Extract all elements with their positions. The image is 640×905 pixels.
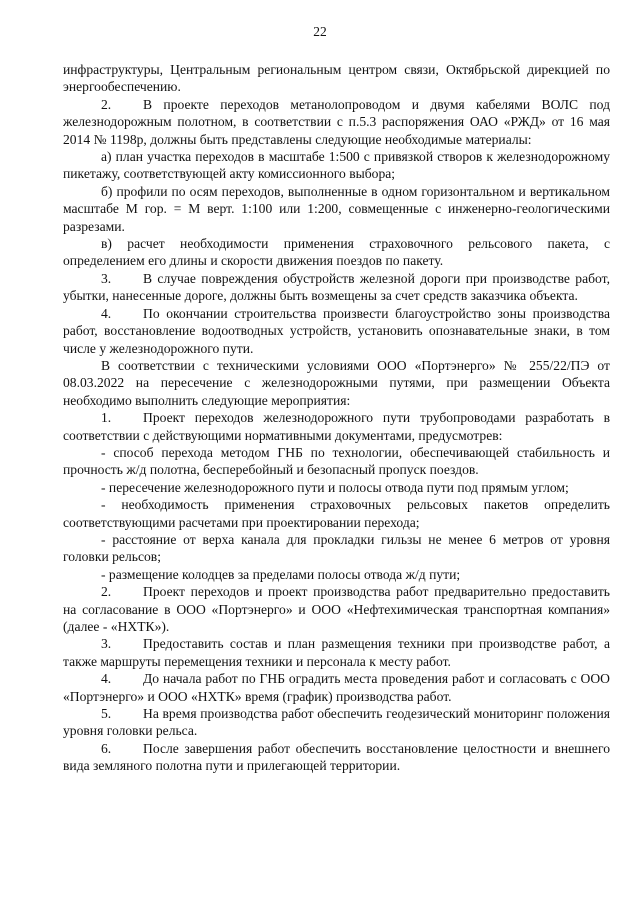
numbered-paragraph — [63, 635, 610, 670]
paragraph-text: Проект переходов и проект производства работ предварительно предоставить на согласование в ООО «Портэнерго» и ООО «Нефтехимическая транспортная компания» (далее - «НХТК»). — [63, 584, 610, 634]
paragraph-text: - расстояние от верха канала для прокладки гильзы не менее 6 метров от уровня головки рельсов; — [63, 531, 610, 565]
paragraph-text: На время производства работ обеспечить геодезический мониторинг положения уровня головки рельса. — [63, 706, 610, 739]
paragraph — [63, 357, 610, 409]
item-number: 2. — [101, 584, 112, 600]
item-number: 3. — [101, 636, 112, 652]
item-number: 5. — [101, 706, 112, 722]
paragraph-text: а) план участка переходов в масштабе 1:500 с привязкой створов к железнодорожному пикетажу, соответствующей акту комиссионного выбора; — [63, 149, 610, 182]
document-body — [63, 61, 610, 775]
item-number: 3. — [101, 270, 112, 286]
paragraph-text: - пересечение железнодорожного пути и полосы отвода пути под прямым углом; — [101, 479, 569, 495]
paragraph-text: До начала работ по ГНБ оградить места проведения работ и согласовать с ООО «Портэнерго» и ООО «НХТК» время (график) производства работ. — [63, 671, 610, 704]
numbered-paragraph — [63, 740, 610, 775]
item-number: 4. — [101, 305, 112, 321]
numbered-paragraph — [63, 583, 610, 635]
paragraph-text: в) расчет необходимости применения страховочного рельсового пакета, с определением его длины и скорости движения поездов по пакету. — [63, 236, 610, 269]
paragraph-text: Проект переходов железнодорожного пути трубопроводами разработать в соответствии с действующими нормативными документами, предусмотрев: — [63, 410, 610, 443]
paragraph — [63, 531, 610, 566]
paragraph — [63, 148, 610, 183]
paragraph — [63, 61, 610, 96]
paragraph-text: - необходимость применения страховочных рельсовых пакетов определить соответствующими расчетами при проектировании перехода; — [63, 497, 610, 530]
page-number: 22 — [313, 24, 327, 39]
paragraph — [63, 496, 610, 531]
paragraph-text: инфраструктуры, Центральным региональным центром связи, Октябрьской дирекцией по энергообеспечению. — [63, 62, 610, 95]
paragraph — [63, 566, 610, 583]
numbered-paragraph — [63, 670, 610, 705]
paragraph-text: После завершения работ обеспечить восстановление целостности и внешнего вида земляного полотна пути и прилегающей территории. — [63, 740, 610, 774]
paragraph-text: - способ перехода методом ГНБ по технологии, обеспечивающей стабильность и прочность ж/д полотна, бесперебойный и безопасный пропуск поездов. — [63, 444, 610, 478]
paragraph — [63, 183, 610, 235]
paragraph-text: В случае повреждения обустройств железной дороги при производстве работ, убытки, нанесенные дороге, должны быть возмещены за счет средств заказчика объекта. — [63, 270, 610, 304]
paragraph-text: В проекте переходов метанолопроводом и двумя кабелями ВОЛС под железнодорожным полотном, в соответствии с п.5.3 распоряжения ОАО «РЖД» от 16 мая 2014 № 1198р, должны быть представлены следующие необходимые материалы: — [63, 96, 610, 147]
item-number: 6. — [101, 740, 112, 756]
paragraph — [63, 235, 610, 270]
paragraph-text: Предоставить состав и план размещения техники при производстве работ, а также маршруты перемещения техники и персонала к месту работ. — [63, 636, 610, 669]
paragraph-text: б) профили по осям переходов, выполненные в одном горизонтальном и вертикальном масштабе М гор. = М верт. 1:100 или 1:200, совмещенные с инженерно-геологическими разрезами. — [63, 183, 610, 234]
paragraph-text: По окончании строительства произвести благоустройство зоны производства работ, восстановление водоотводных устройств, установить опознавательные знаки, в том числе у железнодорожного пути. — [63, 305, 610, 356]
numbered-paragraph — [63, 705, 610, 740]
paragraph — [63, 444, 610, 479]
numbered-paragraph — [63, 270, 610, 305]
item-number: 4. — [101, 671, 112, 687]
numbered-paragraph — [63, 409, 610, 444]
paragraph — [63, 479, 610, 496]
paragraph-text: - размещение колодцев за пределами полосы отвода ж/д пути; — [101, 566, 461, 582]
numbered-paragraph — [63, 96, 610, 148]
item-number: 1. — [101, 410, 112, 426]
item-number: 2. — [101, 96, 112, 112]
numbered-paragraph — [63, 305, 610, 357]
paragraph-text: В соответствии с техническими условиями ООО «Портэнерго» № 255/22/ПЭ от 08.03.2022 на пересечение с железнодорожными путями, при размещении Объекта необходимо выполнить следующие мероприятия: — [63, 357, 610, 408]
